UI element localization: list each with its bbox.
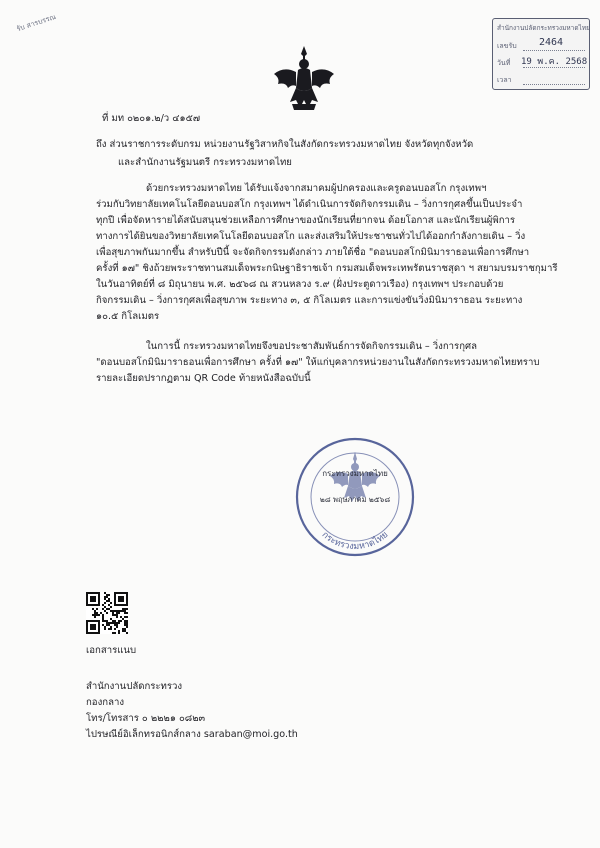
- paragraph-line: ในวันอาทิตย์ที่ ๘ มิถุนายน พ.ศ. ๒๕๖๘ ณ สวนหลวง ร.๙ (ฝั่งประตูดาวเรือง) กรุงเทพฯ ประกอบด้วย: [96, 279, 504, 290]
- paragraph-line: รายละเอียดปรากฏตาม QR Code ท้ายหนังสือฉบับนี้: [96, 373, 311, 384]
- paragraph-line: ในการนี้ กระทรวงมหาดไทยจึงขอประชาสัมพันธ์การจัดกิจกรรมเดิน – วิ่งการกุศล: [146, 341, 477, 352]
- recipient-line-2: และสำนักงานรัฐมนตรี กระทรวงมหาดไทย: [118, 157, 292, 168]
- footer-phone: โทร/โทรสาร ๐ ๒๒๒๑ ๐๘๒๓: [86, 713, 206, 724]
- paragraph-line: "ดอนบอสโกมินิมาราธอนเพื่อการศึกษา ครั้งที่ ๑๗" ให้แก่บุคลากรหน่วยงานในสังกัดกระทรวงมหาดไทยทราบ: [96, 357, 540, 368]
- attachment-caption: เอกสารแนบ: [86, 645, 137, 656]
- footer-division: กองกลาง: [86, 697, 125, 708]
- paragraph-line: ทางการได้ยินของวิทยาลัยเทคโนโลยีดอนบอสโก และส่งเสริมให้ประชาชนทั่วไปได้ออกกำลังกายเดิน – วิ่ง: [96, 231, 526, 242]
- qr-code[interactable]: [86, 592, 128, 634]
- paragraph-line: ด้วยกระทรวงมหาดไทย ได้รับแจ้งจากสมาคมผู้ปกครองและครูดอนบอสโก กรุงเทพฯ: [146, 183, 487, 194]
- stamp-rule: [523, 50, 585, 51]
- recipient-line-1: ถึง ส่วนราชการระดับกรม หน่วยงานรัฐวิสาหกิจในสังกัดกระทรวงมหาดไทย จังหวัดทุกจังหวัด: [96, 139, 474, 150]
- stamp-date-value: 19 พ.ค. 2568: [521, 57, 588, 67]
- stamp-number-label: เลขรับ: [497, 42, 517, 50]
- footer-email: ไปรษณีย์อิเล็กทรอนิกส์กลาง saraban@moi.go.th: [86, 729, 298, 740]
- paragraph-line: ทุกปี เพื่อจัดหารายได้สนับสนุนช่วยเหลือการศึกษาของนักเรียนที่ยากจน ด้อยโอกาส และนักเรียนผู้พิการ: [96, 215, 516, 226]
- paragraph-line: ร่วมกับวิทยาลัยเทคโนโลยีดอนบอสโก กรุงเทพฯ ได้ดำเนินการจัดกิจกรรมเดิน – วิ่งการกุศลขึ้นเป็นประจำ: [96, 199, 523, 210]
- footer-office: สำนักงานปลัดกระทรวง: [86, 681, 183, 692]
- ministry-seal-stamp: [290, 432, 420, 562]
- stamp-number-value: 2464: [539, 37, 564, 48]
- document-number: ที่ มท ๐๒๐๑.๒/ว ๔๑๕๗: [102, 113, 201, 124]
- stamp-time-label: เวลา: [497, 76, 512, 84]
- stamp-date-label: วันที่: [497, 59, 511, 67]
- seal-top-text: กระทรวงมหาดไทย: [322, 469, 388, 478]
- seal-date-text: ๒๘ พฤษภาคม ๒๕๖๘: [319, 495, 391, 504]
- paragraph-line: ครั้งที่ ๑๗" ชิงถ้วยพระราชทานสมเด็จพระกนิษฐาธิราชเจ้า กรมสมเด็จพระเทพรัตนราชสุดา ฯ สยามบรมราชกุมารี: [96, 263, 558, 274]
- paragraph-line: ๑๐.๕ กิโลเมตร: [96, 311, 160, 322]
- paragraph-line: เพื่อสุขภาพกันมากขึ้น สำหรับปีนี้ จะจัดกิจกรรมดังกล่าว ภายใต้ชื่อ "ดอนบอสโกมินิมาราธอนเพื่อการศึกษา: [96, 247, 530, 258]
- paragraph-line: กิจกรรมเดิน – วิ่งการกุศลเพื่อสุขภาพ ระยะทาง ๓, ๕ กิโลเมตร และการแข่งขันวิ่งมินิมาราธอน ระยะทาง: [96, 295, 523, 306]
- corner-handwritten-note: รับ สารบรรณ: [15, 12, 57, 34]
- stamp-org: สำนักงานปลัดกระทรวงมหาดไทย: [497, 24, 590, 32]
- stamp-rule: [523, 84, 585, 85]
- garuda-emblem: [272, 44, 336, 112]
- receipt-stamp: [492, 18, 590, 90]
- seal-ring-text: กระทรวงมหาดไทย: [319, 530, 391, 553]
